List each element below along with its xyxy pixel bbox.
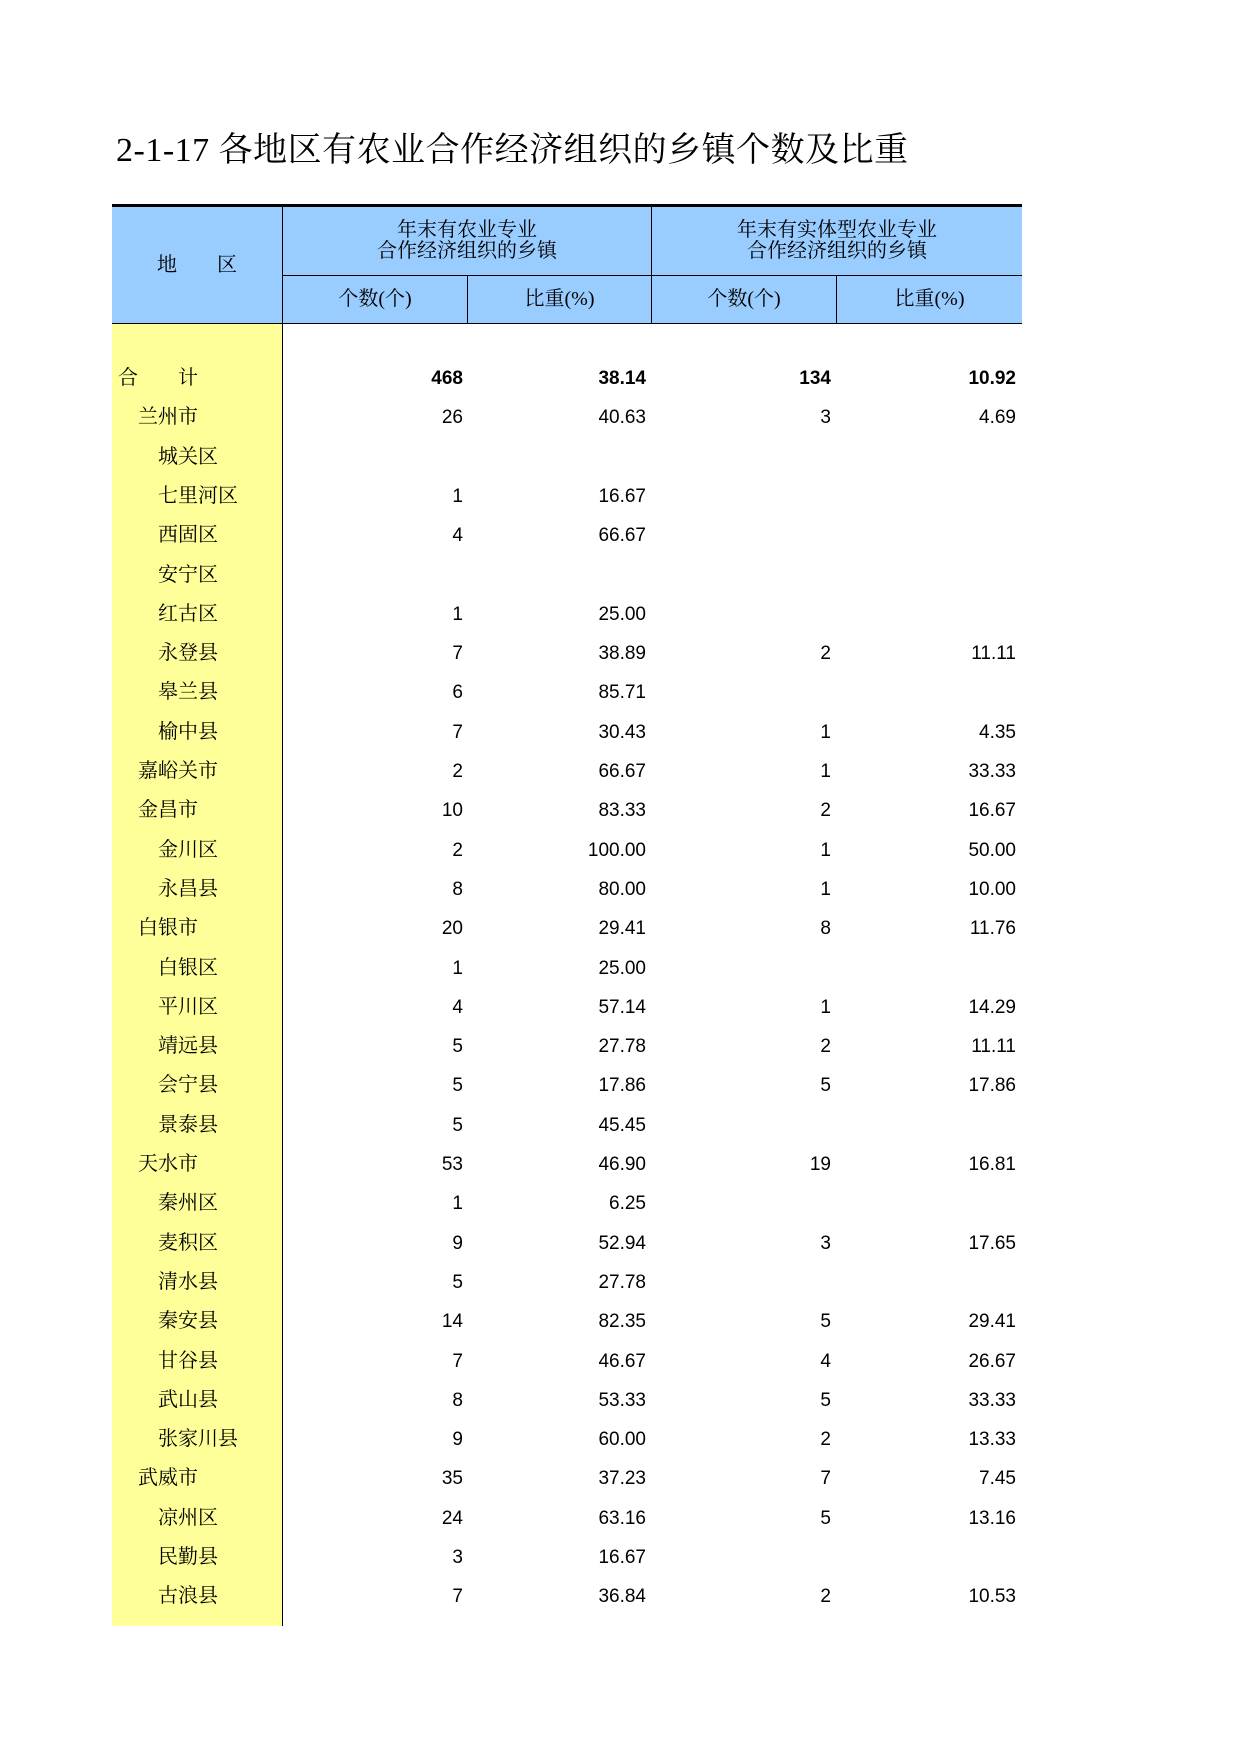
count-coop-cell: 5 xyxy=(452,1075,463,1097)
ratio-entity-cell xyxy=(856,438,1016,477)
count-entity-cell: 7 xyxy=(820,1468,831,1490)
ratio-entity-cell: 14.29 xyxy=(968,996,1016,1018)
region-name: 清水县 xyxy=(158,1270,218,1293)
count-entity-cell: 1 xyxy=(820,839,831,861)
ratio-entity-cell: 29.41 xyxy=(968,1311,1016,1333)
table-row xyxy=(112,359,1022,398)
header-ratio-1: 比重(%) xyxy=(524,288,595,310)
ratio-coop-cell xyxy=(486,556,646,595)
region-name: 安宁区 xyxy=(158,563,218,586)
table-row xyxy=(112,1342,1022,1381)
region-name: 天水市 xyxy=(138,1153,198,1175)
region-name: 嘉峪关市 xyxy=(138,760,218,782)
count-coop-cell: 1 xyxy=(452,485,463,507)
count-coop-cell: 9 xyxy=(452,1429,463,1451)
table-row xyxy=(112,1577,1022,1616)
ratio-coop-cell: 45.45 xyxy=(598,1114,646,1136)
ratio-entity-cell: 10.92 xyxy=(968,368,1016,389)
region-name: 西固区 xyxy=(158,524,218,547)
region-name: 甘谷县 xyxy=(158,1349,218,1372)
count-coop-cell: 9 xyxy=(452,1232,463,1254)
ratio-entity-cell: 11.11 xyxy=(971,643,1016,665)
ratio-entity-cell: 4.35 xyxy=(979,721,1016,743)
divider-group xyxy=(651,207,652,323)
table-row xyxy=(112,1263,1022,1302)
ratio-entity-cell xyxy=(856,1538,1016,1577)
header-mid-line xyxy=(283,275,1022,276)
count-coop-cell: 4 xyxy=(452,996,463,1018)
ratio-coop-cell: 60.00 xyxy=(598,1429,646,1451)
table-row xyxy=(112,1302,1022,1341)
region-name: 靖远县 xyxy=(158,1035,218,1058)
count-entity-cell: 1 xyxy=(820,996,831,1018)
region-name: 秦州区 xyxy=(158,1192,218,1215)
region-name: 白银市 xyxy=(138,917,198,940)
count-coop-cell: 53 xyxy=(441,1154,463,1175)
ratio-entity-cell: 50.00 xyxy=(968,839,1016,861)
table-row xyxy=(112,713,1022,752)
divider-sub-1 xyxy=(467,276,468,323)
ratio-coop-cell: 38.89 xyxy=(598,643,646,665)
ratio-entity-cell: 17.86 xyxy=(968,1075,1016,1097)
count-entity-cell xyxy=(671,516,831,555)
count-entity-cell: 3 xyxy=(820,1232,831,1254)
count-entity-cell: 2 xyxy=(820,1586,831,1608)
ratio-coop-cell: 85.71 xyxy=(598,682,646,704)
region-name: 皋兰县 xyxy=(158,681,218,704)
table-row xyxy=(112,831,1022,870)
region-name: 永登县 xyxy=(158,642,218,665)
count-coop-cell: 6 xyxy=(452,682,463,704)
region-name: 凉州区 xyxy=(158,1506,218,1529)
count-coop-cell xyxy=(303,556,463,595)
header-count-1: 个数(个) xyxy=(338,288,412,310)
count-entity-cell: 5 xyxy=(820,1075,831,1097)
count-entity-cell: 8 xyxy=(820,918,831,940)
ratio-coop-cell: 29.41 xyxy=(598,918,646,940)
ratio-entity-cell: 16.81 xyxy=(968,1154,1016,1175)
ratio-entity-cell xyxy=(856,477,1016,516)
ratio-coop-cell: 6.25 xyxy=(609,1193,646,1215)
table-row xyxy=(112,791,1022,830)
count-coop-cell: 1 xyxy=(452,957,463,979)
ratio-coop-cell: 66.67 xyxy=(598,761,646,782)
ratio-coop-cell: 16.67 xyxy=(598,1547,646,1568)
region-name: 金川区 xyxy=(158,838,218,861)
region-name: 秦安县 xyxy=(158,1310,218,1333)
header-group-entity: 年末有实体型农业专业 合作经济组织的乡镇 xyxy=(737,219,937,262)
count-entity-cell xyxy=(671,1106,831,1145)
region-name: 金昌市 xyxy=(138,799,198,822)
table-row xyxy=(112,988,1022,1027)
count-coop-cell: 20 xyxy=(441,918,463,940)
count-coop-cell: 1 xyxy=(452,603,463,625)
count-coop-cell: 35 xyxy=(441,1468,463,1490)
count-entity-cell: 2 xyxy=(820,1036,831,1058)
ratio-coop-cell: 37.23 xyxy=(598,1468,646,1490)
count-entity-cell: 2 xyxy=(820,800,831,822)
ratio-entity-cell xyxy=(856,595,1016,634)
count-entity-cell: 1 xyxy=(820,761,831,782)
count-coop-cell: 5 xyxy=(452,1271,463,1293)
ratio-coop-cell: 83.33 xyxy=(598,800,646,822)
region-name: 城关区 xyxy=(158,445,218,468)
ratio-entity-cell: 13.16 xyxy=(968,1507,1016,1529)
region-name: 会宁县 xyxy=(158,1074,218,1097)
count-entity-cell: 5 xyxy=(820,1389,831,1411)
count-entity-cell: 5 xyxy=(820,1311,831,1333)
table-row xyxy=(112,477,1022,516)
ratio-entity-cell xyxy=(856,1184,1016,1223)
region-name: 白银区 xyxy=(158,956,218,979)
ratio-coop-cell: 100.00 xyxy=(587,839,646,861)
count-entity-cell: 19 xyxy=(809,1154,831,1175)
ratio-entity-cell xyxy=(856,1263,1016,1302)
ratio-coop-cell xyxy=(486,438,646,477)
ratio-entity-cell: 10.00 xyxy=(968,878,1016,900)
ratio-coop-cell: 82.35 xyxy=(598,1311,646,1333)
count-entity-cell xyxy=(671,673,831,712)
count-entity-cell xyxy=(671,477,831,516)
count-entity-cell xyxy=(671,595,831,634)
count-coop-cell: 8 xyxy=(452,1389,463,1411)
table-row xyxy=(112,1184,1022,1223)
divider-sub-2 xyxy=(836,276,837,323)
table-row xyxy=(112,516,1022,555)
table-row xyxy=(112,1145,1022,1184)
ratio-entity-cell: 17.65 xyxy=(968,1232,1016,1254)
count-coop-cell: 26 xyxy=(441,407,463,429)
count-coop-cell: 7 xyxy=(452,1586,463,1608)
ratio-entity-cell: 10.53 xyxy=(968,1586,1016,1608)
table-row xyxy=(112,1420,1022,1459)
region-name: 武威市 xyxy=(138,1467,198,1490)
table-row xyxy=(112,673,1022,712)
count-entity-cell xyxy=(671,1184,831,1223)
region-name: 麦积区 xyxy=(158,1231,218,1254)
ratio-entity-cell: 7.45 xyxy=(979,1468,1016,1490)
table-row xyxy=(112,909,1022,948)
count-entity-cell xyxy=(671,438,831,477)
ratio-coop-cell: 36.84 xyxy=(598,1586,646,1608)
ratio-coop-cell: 46.67 xyxy=(598,1350,646,1372)
count-coop-cell: 5 xyxy=(452,1036,463,1058)
ratio-coop-cell: 17.86 xyxy=(598,1075,646,1097)
ratio-coop-cell: 30.43 xyxy=(598,721,646,743)
header-group-coop: 年末有农业专业 合作经济组织的乡镇 xyxy=(377,219,557,262)
count-entity-cell xyxy=(671,949,831,988)
region-name: 古浪县 xyxy=(158,1585,218,1608)
header-count-2: 个数(个) xyxy=(707,288,781,310)
ratio-entity-cell xyxy=(856,673,1016,712)
count-entity-cell: 134 xyxy=(799,368,831,389)
count-coop-cell: 7 xyxy=(452,721,463,743)
region-name: 榆中县 xyxy=(158,720,218,743)
count-coop-cell: 10 xyxy=(441,800,463,822)
count-coop-cell: 7 xyxy=(452,1350,463,1372)
count-entity-cell: 2 xyxy=(820,643,831,665)
table-row xyxy=(112,1381,1022,1420)
count-entity-cell: 5 xyxy=(820,1507,831,1529)
ratio-coop-cell: 57.14 xyxy=(598,996,646,1018)
region-name: 七里河区 xyxy=(158,484,238,507)
count-entity-cell xyxy=(671,1538,831,1577)
count-entity-cell: 4 xyxy=(820,1350,831,1372)
table-row xyxy=(112,1459,1022,1498)
count-coop-cell: 2 xyxy=(452,839,463,861)
region-name: 红古区 xyxy=(158,602,218,625)
ratio-entity-cell xyxy=(856,949,1016,988)
count-coop-cell: 14 xyxy=(441,1311,463,1333)
ratio-entity-cell: 11.11 xyxy=(971,1036,1016,1058)
ratio-coop-cell: 63.16 xyxy=(598,1507,646,1529)
table-row xyxy=(112,438,1022,477)
ratio-entity-cell: 16.67 xyxy=(968,800,1016,822)
table-row xyxy=(112,1066,1022,1105)
region-name: 民勤县 xyxy=(158,1546,218,1568)
page-title: 2-1-17 各地区有农业合作经济组织的乡镇个数及比重 xyxy=(116,132,909,169)
table-row xyxy=(112,634,1022,673)
count-coop-cell: 4 xyxy=(452,525,463,547)
count-coop-cell: 8 xyxy=(452,878,463,900)
ratio-coop-cell: 38.14 xyxy=(598,368,646,389)
table-row xyxy=(112,398,1022,437)
region-name: 张家川县 xyxy=(158,1428,238,1451)
ratio-entity-cell xyxy=(856,556,1016,595)
count-coop-cell xyxy=(303,438,463,477)
region-name: 景泰县 xyxy=(158,1113,218,1136)
table-row xyxy=(112,1106,1022,1145)
count-coop-cell: 24 xyxy=(441,1507,463,1529)
ratio-entity-cell xyxy=(856,1106,1016,1145)
table-row xyxy=(112,1224,1022,1263)
ratio-coop-cell: 40.63 xyxy=(598,407,646,429)
ratio-coop-cell: 16.67 xyxy=(598,485,646,507)
ratio-entity-cell: 33.33 xyxy=(968,761,1016,782)
count-entity-cell: 2 xyxy=(820,1429,831,1451)
count-entity-cell: 1 xyxy=(820,878,831,900)
table-row xyxy=(112,1538,1022,1577)
ratio-coop-cell: 27.78 xyxy=(598,1271,646,1293)
count-coop-cell: 7 xyxy=(452,643,463,665)
table-row xyxy=(112,752,1022,791)
region-name: 兰州市 xyxy=(138,406,198,429)
count-coop-cell: 2 xyxy=(452,761,463,782)
count-coop-cell: 5 xyxy=(452,1114,463,1136)
ratio-coop-cell: 53.33 xyxy=(598,1389,646,1411)
ratio-coop-cell: 25.00 xyxy=(598,957,646,979)
header-region: 地 区 xyxy=(157,253,237,276)
ratio-entity-cell: 11.76 xyxy=(969,918,1016,940)
ratio-coop-cell: 66.67 xyxy=(598,525,646,547)
header-ratio-2: 比重(%) xyxy=(894,288,965,310)
table-row xyxy=(112,556,1022,595)
count-coop-cell: 468 xyxy=(431,368,463,389)
ratio-entity-cell: 4.69 xyxy=(979,407,1016,429)
ratio-coop-cell: 80.00 xyxy=(598,878,646,900)
table-row xyxy=(112,870,1022,909)
count-entity-cell: 1 xyxy=(820,721,831,743)
table-row xyxy=(112,1499,1022,1538)
count-coop-cell: 1 xyxy=(452,1193,463,1215)
ratio-coop-cell: 25.00 xyxy=(598,603,646,625)
region-name: 永昌县 xyxy=(158,877,218,900)
table-row xyxy=(112,595,1022,634)
count-entity-cell xyxy=(671,1263,831,1302)
table-row xyxy=(112,949,1022,988)
count-coop-cell: 3 xyxy=(452,1547,463,1568)
ratio-coop-cell: 52.94 xyxy=(598,1232,646,1254)
ratio-entity-cell: 13.33 xyxy=(968,1429,1016,1451)
region-name: 武山县 xyxy=(158,1388,218,1411)
table-header xyxy=(112,207,1022,323)
region-name: 合 计 xyxy=(118,367,198,389)
ratio-coop-cell: 27.78 xyxy=(598,1036,646,1058)
count-entity-cell xyxy=(671,556,831,595)
ratio-entity-cell: 33.33 xyxy=(968,1389,1016,1411)
ratio-entity-cell: 26.67 xyxy=(968,1350,1016,1372)
region-name: 平川区 xyxy=(158,995,218,1018)
count-entity-cell: 3 xyxy=(820,407,831,429)
ratio-coop-cell: 46.90 xyxy=(598,1154,646,1175)
table-row xyxy=(112,1027,1022,1066)
ratio-entity-cell xyxy=(856,516,1016,555)
